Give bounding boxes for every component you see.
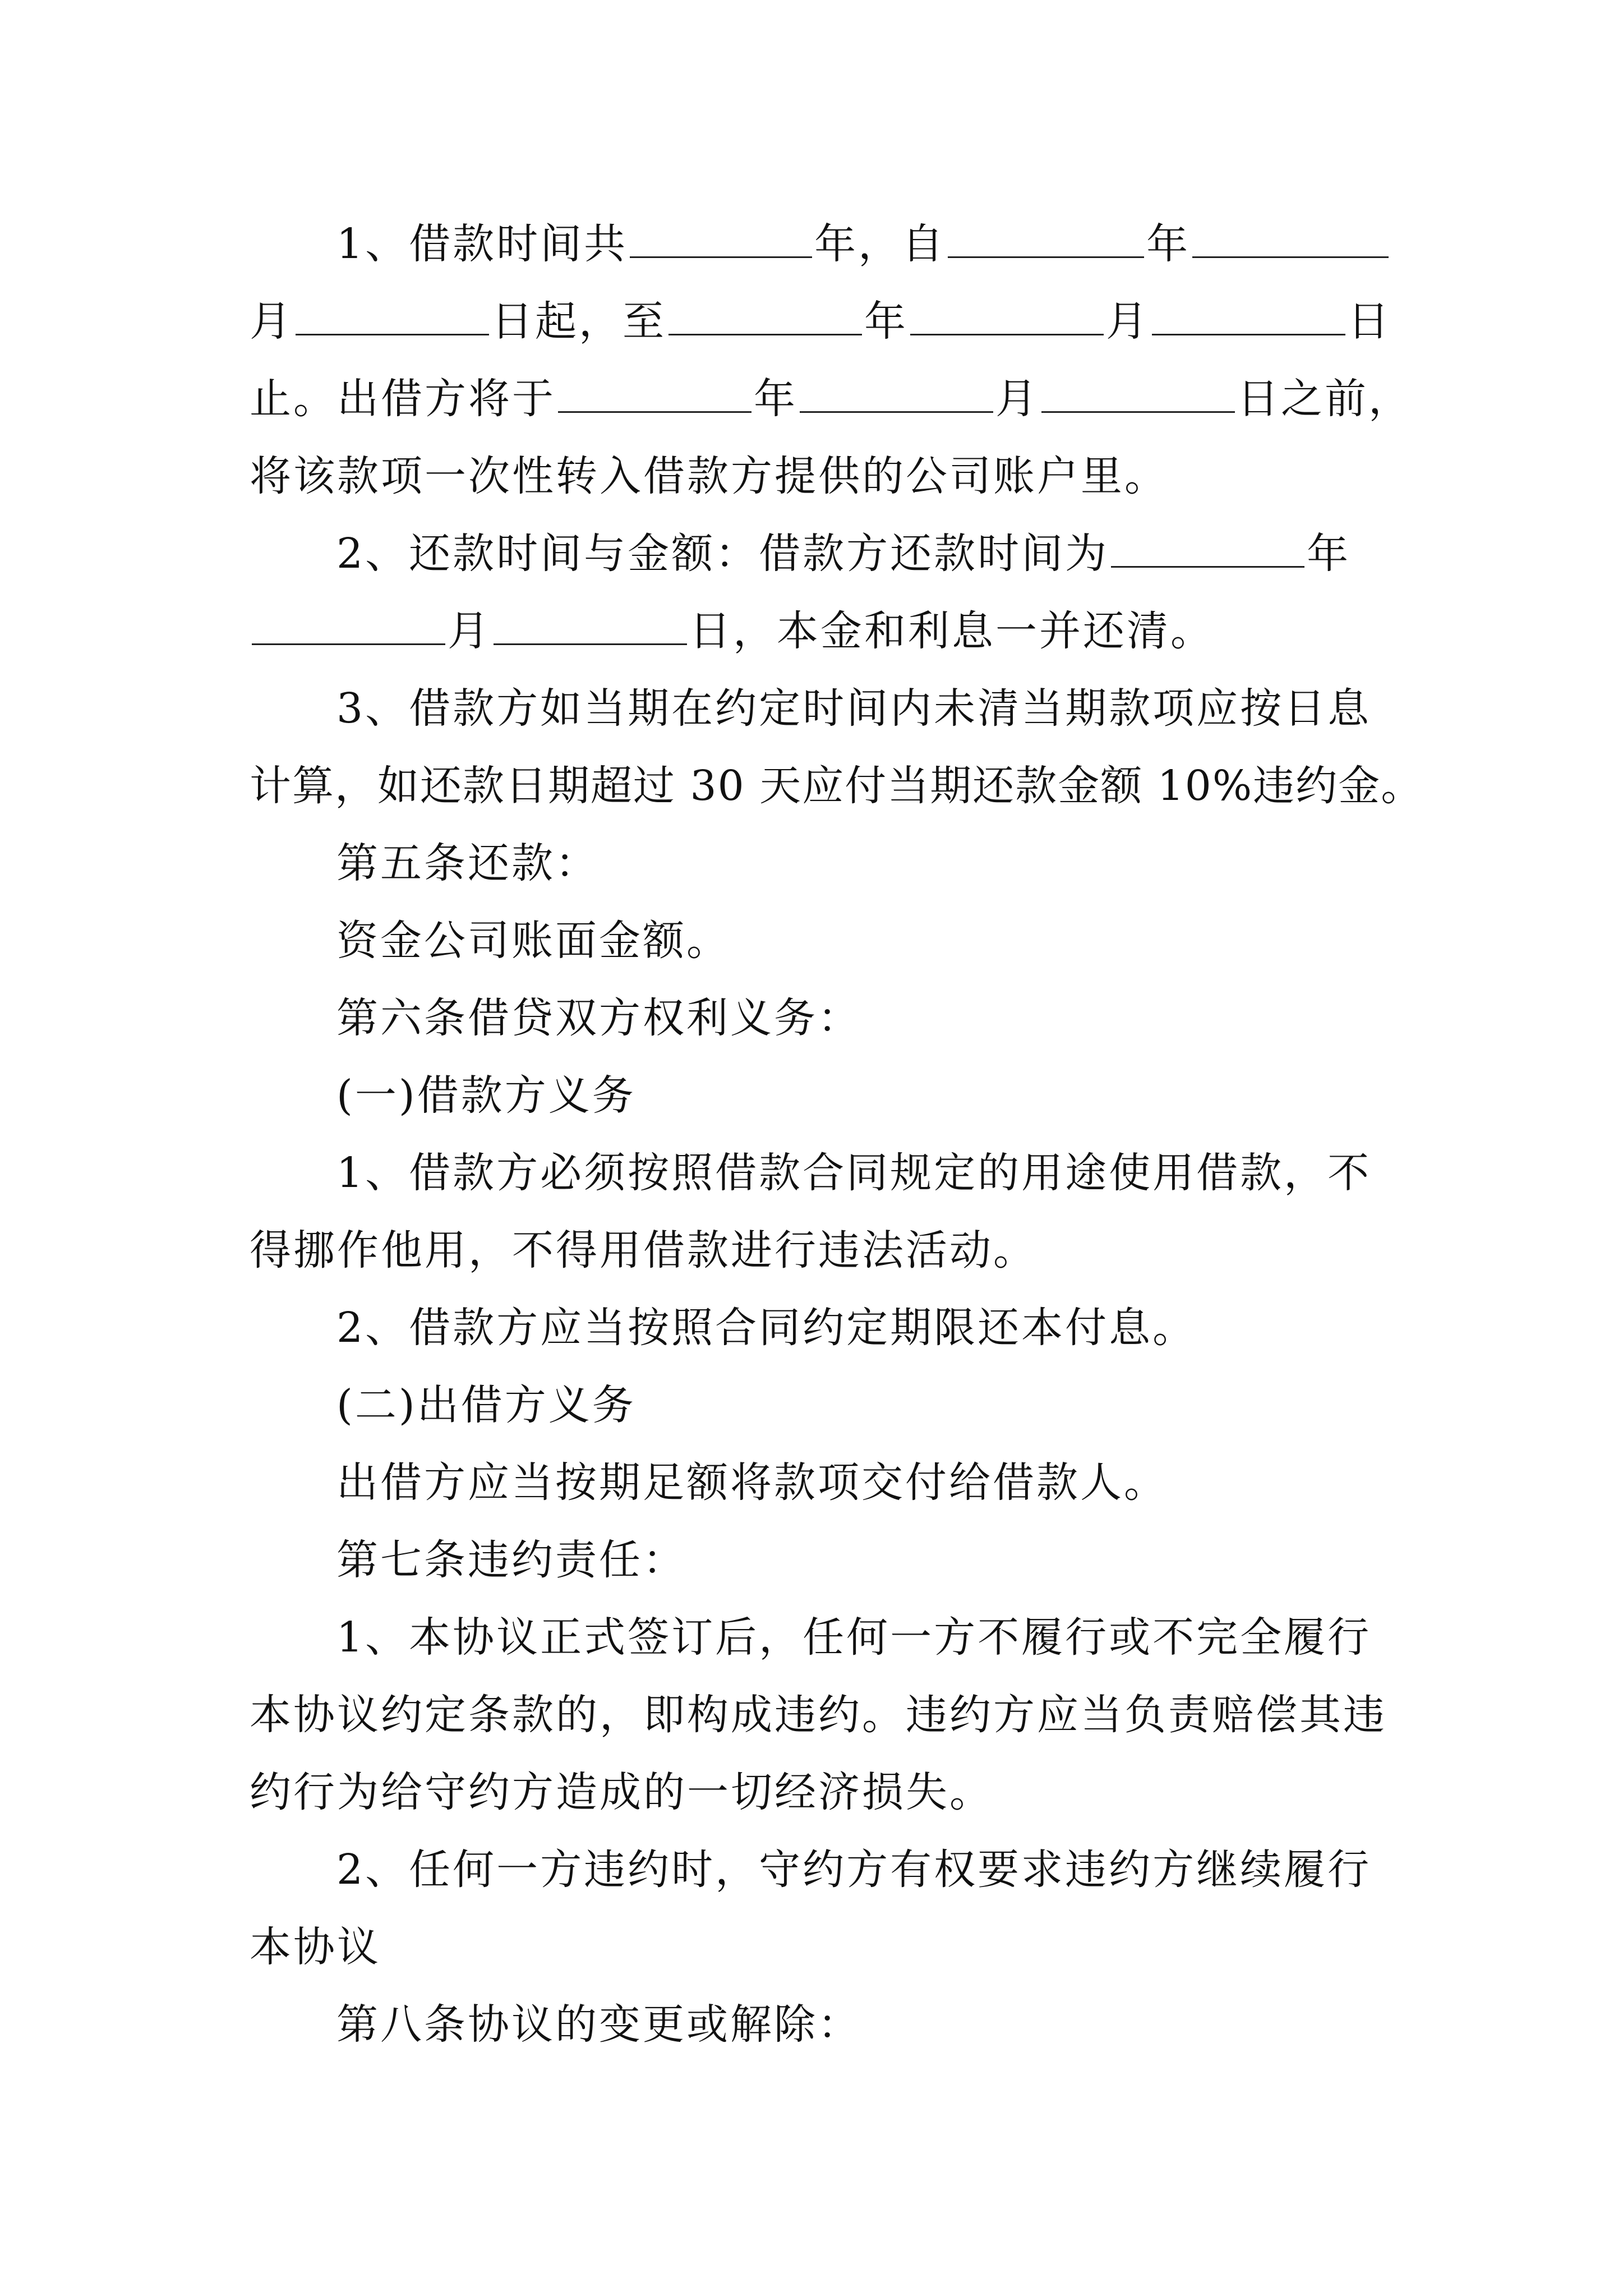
section-heading (336, 987, 861, 1049)
text-segment: 第八条协议的变更或解除： (336, 2000, 861, 2049)
text-segment: 年 (754, 375, 797, 423)
text-segment: 1、借款方必须按照借款合同规定的用途使用借款，不 (336, 1149, 1372, 1197)
text-segment: 1、借款时间共 (336, 220, 628, 268)
text-line (336, 1839, 1371, 1901)
text-segment: 日 (1348, 297, 1391, 346)
blank-underline (1152, 299, 1345, 335)
text-line (336, 1142, 1371, 1204)
text-segment: 约行为给守约方造成的一切经济损失。 (250, 1768, 993, 1816)
blank-underline (1041, 376, 1235, 413)
text-line (250, 1684, 1387, 1746)
text-line (336, 1607, 1371, 1668)
text-line (336, 1297, 1196, 1359)
text-segment: 月 (1106, 297, 1150, 346)
blank-underline (558, 376, 751, 413)
section-heading (336, 1529, 686, 1591)
text-segment: 第五条还款： (336, 839, 599, 887)
blank-underline (800, 376, 993, 413)
text-segment: 资金公司账面金额。 (336, 917, 730, 965)
text-segment: 第七条违约责任： (336, 1536, 686, 1584)
blank-underline (668, 299, 862, 335)
text-line (336, 213, 1391, 275)
section-heading (336, 832, 599, 894)
text-segment: 年 (1146, 220, 1191, 268)
blank-underline (910, 299, 1104, 335)
text-segment: 年，自 (814, 220, 946, 268)
blank-underline (948, 222, 1144, 258)
text-segment: (一)借款方义务 (336, 1071, 636, 1120)
blank-underline (252, 609, 445, 645)
text-line (250, 600, 1214, 662)
text-segment: 2、借款方应当按照合同约定期限还本付息。 (336, 1304, 1197, 1352)
text-segment: 3、借款方如当期在约定时间内未清当期款项应按日息 (336, 684, 1372, 733)
text-segment: 本协议约定条款的，即构成违约。违约方应当负责赔偿其违 (250, 1691, 1387, 1739)
text-segment: 1、本协议正式签订后，任何一方不履行或不完全履行 (336, 1613, 1372, 1662)
text-line (250, 445, 1168, 507)
text-line (336, 910, 730, 972)
blank-underline (1192, 222, 1389, 258)
text-segment: 止。出借方将于 (250, 375, 556, 423)
text-line (336, 1452, 1168, 1513)
text-line (250, 291, 1391, 352)
text-line (250, 1220, 1037, 1281)
text-segment: 将该款项一次性转入借款方提供的公司账户里。 (250, 452, 1168, 500)
text-segment: 月 (995, 375, 1039, 423)
text-segment: 得挪作他用，不得用借款进行违法活动。 (250, 1226, 1037, 1274)
text-segment: 2、还款时间与金额：借款方还款时间为 (336, 530, 1109, 578)
blank-underline (494, 609, 687, 645)
subsection-heading (336, 1065, 636, 1126)
text-segment: 月 (250, 297, 293, 346)
text-segment: 本协议 (250, 1923, 381, 1971)
blank-underline (630, 222, 812, 258)
text-segment: 年 (864, 297, 908, 346)
section-heading (336, 1994, 861, 2055)
text-segment: 日，本金和利息一并还清。 (689, 607, 1214, 655)
text-line (250, 1916, 381, 1978)
text-segment: 年 (1307, 530, 1351, 578)
text-segment: 第六条借贷双方权利义务： (336, 994, 861, 1042)
text-segment: 2、任何一方违约时，守约方有权要求违约方继续履行 (336, 1846, 1372, 1894)
text-segment: 日起，至 (491, 297, 666, 346)
blank-underline (1111, 531, 1304, 568)
text-line (250, 755, 1423, 817)
text-segment: 月 (448, 607, 491, 655)
subsection-heading (336, 1374, 636, 1436)
text-line (336, 523, 1350, 585)
blank-underline (296, 299, 489, 335)
text-line (336, 678, 1371, 739)
text-line (250, 368, 1412, 430)
text-line (250, 1761, 993, 1823)
text-segment: 日之前， (1237, 375, 1412, 423)
text-segment: 出借方应当按期足额将款项交付给借款人。 (336, 1458, 1168, 1507)
text-segment: 计算，如还款日期超过 30 天应付当期还款金额 10%违约金。 (250, 762, 1424, 810)
text-segment: (二)出借方义务 (336, 1381, 636, 1429)
